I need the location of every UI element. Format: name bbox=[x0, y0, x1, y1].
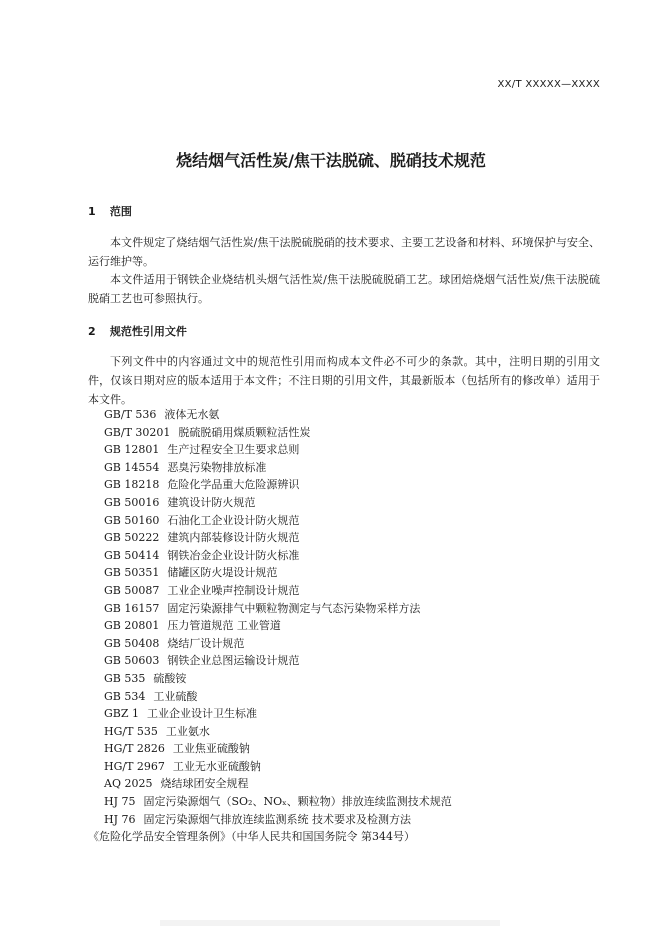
reference-title: 固定污染源排气中颗粒物测定与气态污染物采样方法 bbox=[167, 601, 421, 615]
reference-item bbox=[104, 670, 452, 688]
reference-code: GB 16157 bbox=[104, 601, 160, 615]
section-1-paragraph-2: 本文件适用于钢铁企业烧结机头烟气活性炭/焦干法脱硫脱硝工艺。球团焙烧烟气活性炭/焦干法脱硫脱硝工艺也可参照执行。 bbox=[88, 273, 600, 305]
reference-title: 生产过程安全卫生要求总则 bbox=[167, 443, 300, 457]
reference-title: 工业氨水 bbox=[165, 724, 210, 738]
reference-code: GB 50222 bbox=[104, 531, 160, 545]
section-2-title: 规范性引用文件 bbox=[109, 325, 187, 338]
reference-title: 工业无水亚硫酸钠 bbox=[172, 759, 261, 773]
reference-title: 压力管道规范 工业管道 bbox=[167, 619, 281, 633]
reference-item bbox=[104, 705, 452, 723]
reference-title: 石油化工企业设计防火规范 bbox=[167, 513, 300, 527]
reference-code: GB 535 bbox=[104, 671, 146, 685]
section-2-heading bbox=[88, 323, 187, 339]
reference-code: HJ 75 bbox=[104, 795, 136, 809]
reference-title: 固定污染源烟气（SO₂、NOₓ、颗粒物）排放连续监测技术规范 bbox=[143, 795, 452, 809]
document-code: XX/T XXXXX—XXXX bbox=[497, 79, 600, 90]
section-1-paragraph-1: 本文件规定了烧结烟气活性炭/焦干法脱硫脱硝的技术要求、主要工艺设备和材料、环境保护与安全、运行维护等。 bbox=[88, 236, 600, 268]
reference-item bbox=[104, 564, 452, 582]
reference-code: GB 50016 bbox=[104, 495, 160, 509]
reference-title: 储罐区防火堤设计规范 bbox=[167, 566, 278, 580]
section-1-heading bbox=[88, 203, 132, 219]
reference-item bbox=[104, 635, 452, 653]
reference-item bbox=[104, 406, 452, 424]
reference-code: GB 50160 bbox=[104, 513, 160, 527]
reference-code: GB 50087 bbox=[104, 583, 160, 597]
reference-code: GB 50414 bbox=[104, 548, 160, 562]
reference-code: HG/T 2826 bbox=[104, 742, 165, 756]
document-title: 烧结烟气活性炭/焦干法脱硫、脱硝技术规范 bbox=[176, 151, 486, 170]
reference-title: 恶臭污染物排放标准 bbox=[167, 460, 267, 474]
reference-item bbox=[104, 512, 452, 530]
reference-item bbox=[104, 494, 452, 512]
reference-code: GB/T 536 bbox=[104, 408, 157, 421]
reference-title: 钢铁企业总图运输设计规范 bbox=[167, 654, 300, 668]
reference-code: GB 20801 bbox=[104, 619, 160, 633]
reference-item bbox=[104, 441, 452, 459]
reference-title: 工业企业噪声控制设计规范 bbox=[167, 583, 300, 597]
reference-code: GB 18218 bbox=[104, 478, 160, 492]
section-2-number: 2 bbox=[88, 325, 96, 338]
reference-item bbox=[104, 547, 452, 565]
reference-title: 硫酸铵 bbox=[153, 671, 187, 685]
footer-watermark bbox=[160, 920, 500, 926]
reference-code: HG/T 535 bbox=[104, 724, 158, 738]
reference-item bbox=[104, 459, 452, 477]
reference-code: GBZ 1 bbox=[104, 707, 140, 721]
reference-item bbox=[104, 740, 452, 758]
reference-code: GB 50603 bbox=[104, 654, 160, 668]
regulation-reference: 《危险化学品安全管理条例》（中华人民共和国国务院令 第344号） bbox=[88, 830, 415, 844]
reference-code: GB 12801 bbox=[104, 443, 160, 457]
reference-title: 液体无水氨 bbox=[164, 408, 220, 421]
reference-title: 烧结厂设计规范 bbox=[167, 636, 245, 650]
reference-title: 工业焦亚硫酸钠 bbox=[172, 742, 250, 756]
reference-code: GB 50408 bbox=[104, 636, 160, 650]
section-1-title: 范围 bbox=[109, 205, 132, 218]
reference-item bbox=[104, 793, 452, 811]
section-1-number: 1 bbox=[88, 205, 96, 218]
reference-title: 固定污染源烟气排放连续监测系统 技术要求及检测方法 bbox=[143, 812, 411, 826]
reference-item bbox=[104, 424, 452, 442]
reference-item bbox=[104, 758, 452, 776]
reference-title: 危险化学品重大危险源辨识 bbox=[167, 478, 300, 492]
reference-item bbox=[104, 617, 452, 635]
reference-item bbox=[104, 723, 452, 741]
reference-title: 脱硫脱硝用煤质颗粒活性炭 bbox=[178, 425, 311, 439]
reference-title: 工业硫酸 bbox=[153, 689, 198, 703]
reference-item bbox=[104, 476, 452, 494]
reference-title: 建筑内部装修设计防火规范 bbox=[167, 531, 300, 545]
reference-title: 烧结球团安全规程 bbox=[160, 777, 249, 791]
reference-item bbox=[104, 600, 452, 618]
reference-title: 钢铁冶金企业设计防火标准 bbox=[167, 548, 300, 562]
section-2-intro: 下列文件中的内容通过文中的规范性引用而构成本文件必不可少的条款。其中，注明日期的引用文件，仅该日期对应的版本适用于本文件；不注日期的引用文件，其最新版本（包括所有的修改单）适用于本文件。 bbox=[88, 355, 600, 406]
reference-item bbox=[104, 688, 452, 706]
reference-code: GB 534 bbox=[104, 689, 146, 703]
reference-item bbox=[104, 582, 452, 600]
reference-code: GB 50351 bbox=[104, 566, 160, 580]
reference-item bbox=[104, 529, 452, 547]
reference-item bbox=[104, 775, 452, 793]
reference-code: HG/T 2967 bbox=[104, 759, 165, 773]
reference-code: HJ 76 bbox=[104, 812, 136, 826]
reference-list bbox=[88, 406, 452, 846]
reference-code: GB 14554 bbox=[104, 460, 160, 474]
reference-item bbox=[104, 652, 452, 670]
reference-code: GB/T 30201 bbox=[104, 425, 171, 439]
reference-title: 工业企业设计卫生标准 bbox=[147, 707, 258, 721]
reference-title: 建筑设计防火规范 bbox=[167, 495, 256, 509]
reference-code: AQ 2025 bbox=[104, 777, 153, 791]
reference-item bbox=[104, 811, 452, 829]
